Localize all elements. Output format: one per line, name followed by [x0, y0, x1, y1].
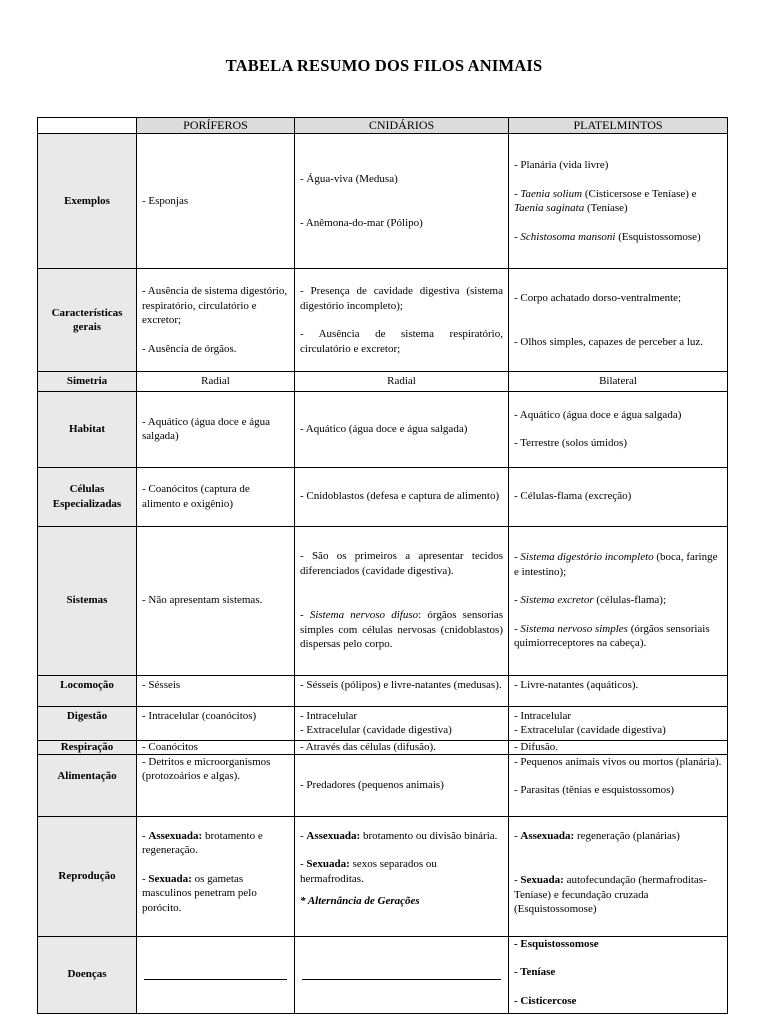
cell-simetria-cnidarios: Radial [295, 372, 509, 392]
blank-answer-line [144, 969, 287, 980]
cell-text: - Intracelular [514, 709, 572, 722]
cell-text: - Anêmona-do-mar (Pólipo) [300, 217, 423, 229]
species-name: Schistosoma mansoni [520, 230, 616, 243]
cell-text: - Água-viva (Medusa) [300, 172, 398, 185]
cell-exemplos-cnidarios [295, 134, 509, 269]
cell-sistemas-platelmintos [509, 526, 728, 675]
cell-text: - Assexuada: regeneração (planárias) [514, 829, 680, 842]
cell-alimentacao-poriferos: - Detritos e microorganismos (protozoários e algas). [137, 754, 295, 816]
row-label-caracteristicas: Características gerais [38, 269, 137, 372]
cell-text: - Aquático (água doce e água salgada) [514, 408, 682, 421]
cell-locomocao-poriferos: - Sésseis [137, 675, 295, 706]
cell-text: - Sexuada: sexos separados ou hermafroditas. [300, 858, 437, 885]
cell-habitat-platelmintos [509, 391, 728, 467]
cell-text: - São os primeiros a apresentar tecidos diferenciados (cavidade digestiva). [300, 550, 503, 577]
cell-doencas-cnidarios [295, 936, 509, 1013]
cell-text: - Ausência de sistema respiratório, circulatório e excretor; [300, 328, 503, 355]
table-row [38, 391, 728, 467]
assexuada-label: Assexuada: [148, 829, 203, 842]
alternancia-note: * Alternância de Gerações [300, 895, 420, 907]
cell-text: - Planária (vida livre) [514, 159, 609, 171]
cell-sistemas-poriferos: - Não apresentam sistemas. [137, 526, 295, 675]
cell-respiracao-cnidarios: - Através das células (difusão). [295, 740, 509, 754]
table-row [38, 706, 728, 740]
table-row [38, 269, 728, 372]
row-label-doencas: Doenças [38, 936, 137, 1013]
cell-celulas-platelmintos: - Células-flama (excreção) [509, 467, 728, 526]
cell-caracteristicas-cnidarios [295, 269, 509, 372]
header-corner [38, 118, 137, 134]
cell-text: - Parasitas (tênias e esquistossomos) [514, 784, 675, 796]
cell-text: - Sistema digestório incompleto (boca, faringe e intestino); [514, 551, 718, 578]
cell-text: - Sistema nervoso simples (órgãos sensoriais quimiorreceptores na cabeça). [514, 622, 710, 650]
cell-celulas-poriferos: - Coanócitos (captura de alimento e oxigênio) [137, 467, 295, 526]
cell-text: - Intracelular [300, 709, 358, 722]
cell-alimentacao-cnidarios: - Predadores (pequenos animais) [295, 754, 509, 816]
cell-text: - Pequenos animais vivos ou mortos (planária). [514, 755, 722, 768]
cell-text: - Taenia solium (Cisticersose e Teníase) e Taenia saginata (Teníase) [514, 187, 697, 214]
table-row [38, 816, 728, 936]
row-label-reproducao: Reprodução [38, 816, 137, 936]
cell-text: - Teníase [514, 966, 556, 978]
species-name: Taenia solium [520, 187, 583, 200]
row-label-celulas: Células Especializadas [38, 467, 137, 526]
cell-habitat-poriferos: - Aquático (água doce e água salgada) [137, 391, 295, 467]
cell-respiracao-poriferos: - Coanócitos [137, 740, 295, 754]
row-label-digestao: Digestão [38, 706, 137, 740]
term-emphasis: Sistema nervoso simples [520, 622, 628, 635]
cell-text: - Sistema nervoso difuso: órgãos sensorias simples com células nervosas (cnidoblastos) dispersas pelo corpo. [300, 609, 503, 651]
term-emphasis: Sistema excretor [520, 594, 594, 607]
cell-text: - Sexuada: os gametas masculinos penetram pelo porócito. [142, 872, 257, 914]
header-row [38, 118, 728, 134]
cell-digestao-platelmintos [509, 706, 728, 740]
cell-text: - Assexuada: brotamento ou divisão binária. [300, 829, 498, 842]
table-row [38, 526, 728, 675]
table-row [38, 675, 728, 706]
cell-text: - Esquistossomose [514, 937, 599, 950]
cell-reproducao-platelmintos [509, 816, 728, 936]
cell-text: - Terrestre (solos úmidos) [514, 437, 627, 449]
cell-text: - Ausência de sistema digestório, respiratório, circulatório e excretor; [142, 285, 288, 326]
cell-respiracao-platelmintos: - Difusão. [509, 740, 728, 754]
assexuada-label: Assexuada: [520, 829, 575, 842]
cell-sistemas-cnidarios [295, 526, 509, 675]
cell-text: - Extracelular (cavidade digestiva) [300, 724, 452, 736]
table-row [38, 467, 728, 526]
cell-locomocao-platelmintos: - Livre-natantes (aquáticos). [509, 675, 728, 706]
cell-text: - Sistema excretor (células-flama); [514, 594, 667, 607]
cell-doencas-poriferos [137, 936, 295, 1013]
column-header-platelmintos: PLATELMINTOS [509, 118, 728, 134]
cell-text: - Olhos simples, capazes de perceber a luz. [514, 336, 704, 348]
cell-digestao-cnidarios [295, 706, 509, 740]
cell-text: - Assexuada: brotamento e regeneração. [142, 829, 263, 856]
row-label-habitat: Habitat [38, 391, 137, 467]
table-row [38, 372, 728, 392]
cell-text: - Esponjas [142, 194, 189, 207]
sexuada-label: Sexuada: [306, 858, 350, 870]
sexuada-label: Sexuada: [148, 872, 192, 885]
cell-locomocao-cnidarios: - Sésseis (pólipos) e livre-natantes (medusas). [295, 675, 509, 706]
row-label-exemplos: Exemplos [38, 134, 137, 269]
table-row [38, 754, 728, 816]
sexuada-label: Sexuada: [520, 874, 564, 886]
cell-text: - Extracelular (cavidade digestiva) [514, 724, 666, 736]
cell-caracteristicas-platelmintos [509, 269, 728, 372]
cell-text: - Ausência de órgãos. [142, 342, 237, 355]
row-label-alimentacao: Alimentação [38, 754, 137, 816]
cell-habitat-cnidarios: - Aquático (água doce e água salgada) [295, 391, 509, 467]
blank-answer-line [302, 969, 501, 980]
cell-caracteristicas-poriferos [137, 269, 295, 372]
assexuada-label: Assexuada: [306, 829, 361, 842]
cell-text: - Schistosoma mansoni (Esquistossomose) [514, 230, 701, 243]
cell-text: - Cisticercose [514, 994, 577, 1007]
species-name: Taenia saginata [514, 202, 585, 214]
row-label-respiracao: Respiração [38, 740, 137, 754]
cell-text: - Presença de cavidade digestiva (sistema digestório incompleto); [300, 285, 503, 312]
cell-digestao-poriferos: - Intracelular (coanócitos) [137, 706, 295, 740]
cell-text: - Sexuada: autofecundação (hermafroditas- Teníase) e fecundação cruzada (Esquistossomose) [514, 874, 707, 915]
cell-reproducao-cnidarios [295, 816, 509, 936]
cell-reproducao-poriferos [137, 816, 295, 936]
cell-alimentacao-platelmintos [509, 754, 728, 816]
summary-table [37, 117, 728, 1014]
column-header-cnidarios: CNIDÁRIOS [295, 118, 509, 134]
term-emphasis: Sistema nervoso difuso [309, 609, 419, 622]
row-label-sistemas: Sistemas [38, 526, 137, 675]
column-header-poriferos: PORÍFEROS [137, 118, 295, 134]
cell-simetria-poriferos: Radial [137, 372, 295, 392]
cell-exemplos-poriferos [137, 134, 295, 269]
page-title: TABELA RESUMO DOS FILOS ANIMAIS [225, 56, 543, 75]
row-label-simetria: Simetria [38, 372, 137, 392]
cell-text: - Corpo achatado dorso-ventralmente; [514, 291, 682, 304]
cell-doencas-platelmintos [509, 936, 728, 1013]
table-row [38, 134, 728, 269]
cell-simetria-platelmintos: Bilateral [509, 372, 728, 392]
cell-celulas-cnidarios: - Cnidoblastos (defesa e captura de alimento) [295, 467, 509, 526]
cell-exemplos-platelmintos [509, 134, 728, 269]
row-label-locomocao: Locomoção [38, 675, 137, 706]
table-row [38, 936, 728, 1013]
term-emphasis: Sistema digestório incompleto [520, 551, 654, 564]
table-row [38, 740, 728, 754]
